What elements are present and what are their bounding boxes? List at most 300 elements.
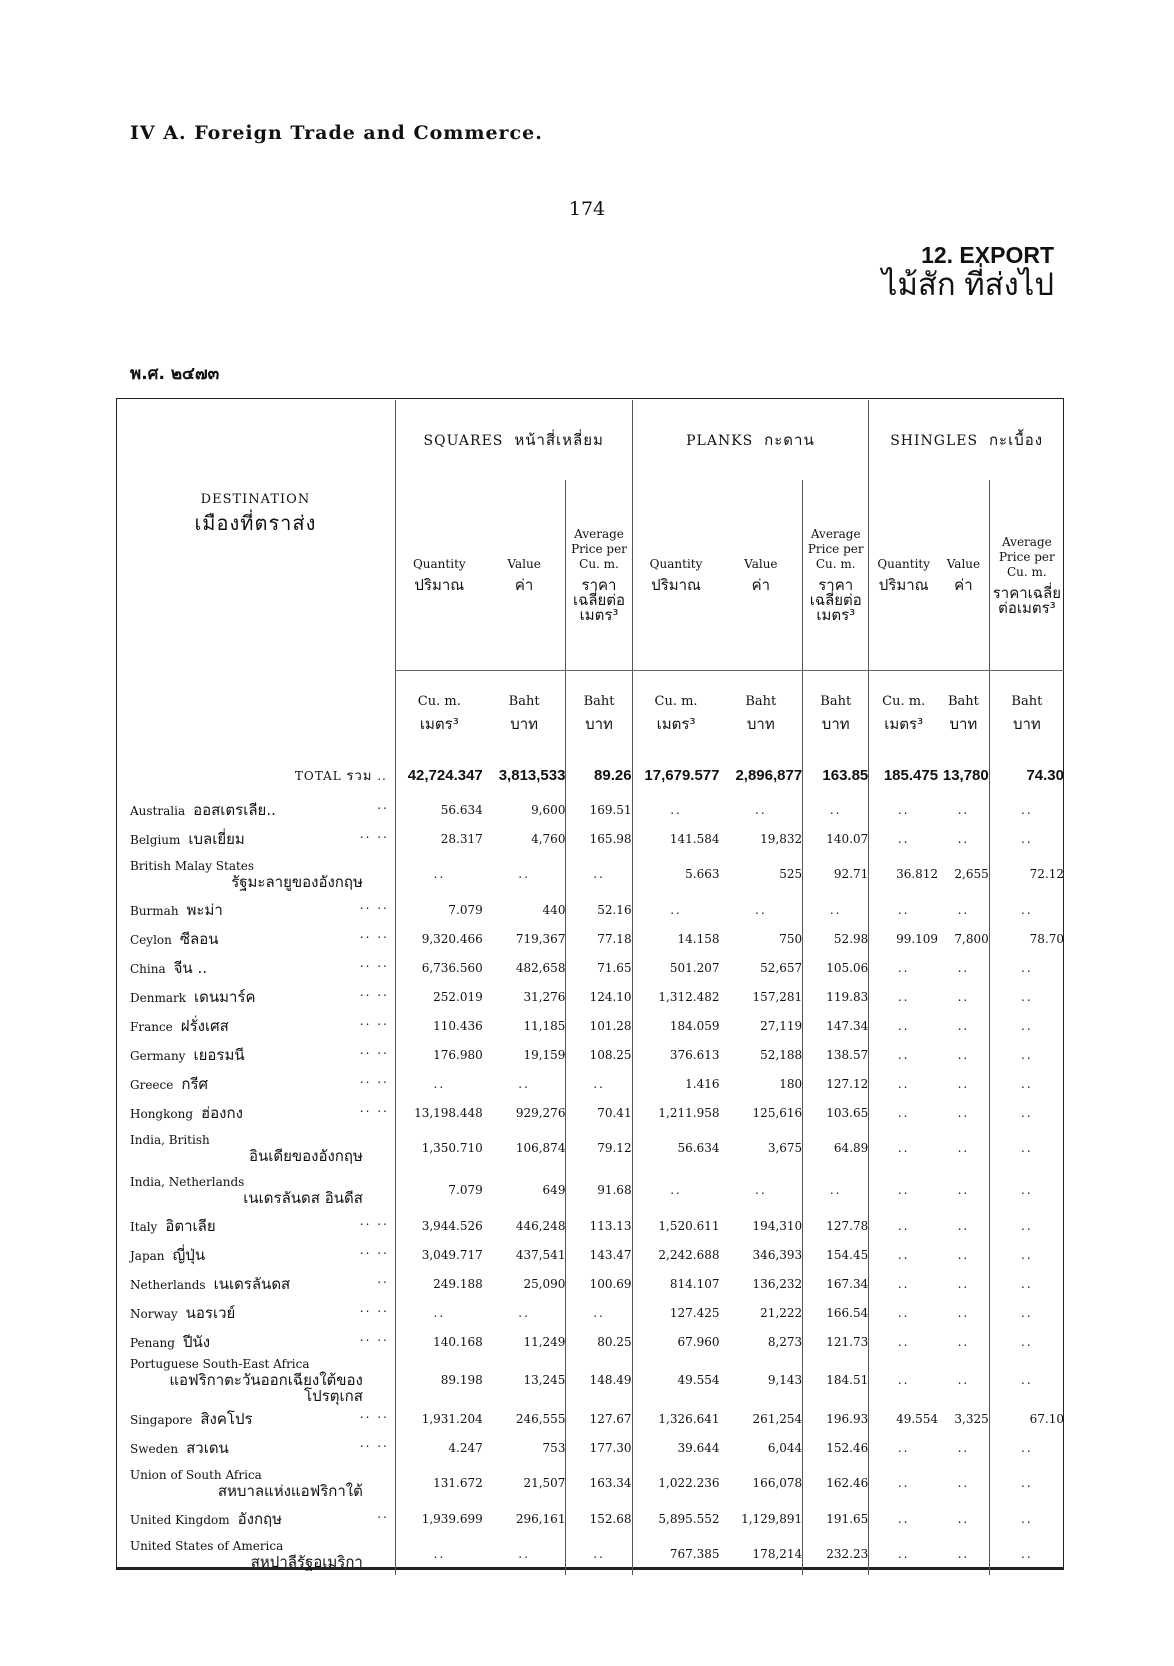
squares-avg-cell: 100.69	[566, 1269, 632, 1298]
destination-cell	[116, 982, 395, 1011]
shingles-value-cell: ..	[957, 1105, 970, 1120]
destination-cell	[116, 924, 395, 953]
unit-label: Cu. m.	[417, 694, 461, 709]
shingles-avg-price-header	[989, 480, 1064, 671]
destination-thai: เบลเยี่ยม	[188, 829, 245, 848]
planks-header	[632, 400, 869, 480]
destination-cell	[116, 895, 395, 924]
unit-label: Baht	[1011, 694, 1043, 709]
col-label-thai: ปริมาณ	[414, 576, 465, 594]
shingles-value-cell: ..	[957, 902, 970, 917]
table-row	[116, 1169, 1064, 1211]
destination-en: Japan	[130, 1248, 165, 1263]
squares-quantity-cell: 110.436	[395, 1011, 482, 1040]
col-label: Average Price per Cu. m.	[571, 527, 627, 571]
table-row	[116, 1211, 1064, 1240]
squares-avg-cell: ..	[566, 1069, 632, 1098]
shingles-quantity-cell: 99.109	[869, 924, 938, 953]
table-row	[116, 1504, 1064, 1533]
planks-value-cell: 52,188	[760, 1047, 803, 1062]
destination-thai: เนเดรลันดส	[213, 1274, 291, 1293]
table-row	[116, 1404, 1064, 1433]
squares-value-cell: 296,161	[515, 1511, 566, 1526]
destination-cell	[116, 1011, 395, 1040]
squares-value-cell: 9,600	[531, 802, 566, 817]
shingles-value-cell: ..	[957, 802, 970, 817]
squares-value-cell: 246,555	[515, 1411, 566, 1426]
squares-avg-cell: 108.25	[566, 1040, 632, 1069]
squares-value-cell: ..	[518, 1305, 530, 1320]
planks-value-cell: 9,143	[767, 1373, 803, 1387]
total-label-cell	[116, 755, 395, 795]
planks-avg-cell: 147.34	[803, 1011, 869, 1040]
squares-avg-cell: 148.49	[566, 1356, 632, 1404]
destination-en: Hongkong	[130, 1106, 194, 1121]
group-header-row	[116, 400, 1064, 480]
unit-label-thai: บาท	[949, 715, 978, 733]
squares-value-cell: 929,276	[515, 1105, 566, 1120]
planks-value-cell: 136,232	[752, 1276, 803, 1291]
shingles-unit-cell	[938, 671, 989, 756]
planks-value-cell: ..	[755, 902, 767, 917]
planks-quantity-cell: ..	[632, 1169, 719, 1211]
shingles-avg-cell: ..	[989, 895, 1064, 924]
planks-quantity-cell: 39.644	[632, 1433, 719, 1462]
squares-value-cell: 19,159	[523, 1047, 566, 1062]
destination-thai: เดนมาร์ค	[194, 987, 256, 1006]
squares-avg-cell: 91.68	[566, 1169, 632, 1211]
planks-avg-cell: ..	[803, 795, 869, 824]
destination-thai: กรีศ	[181, 1074, 209, 1093]
planks-value-cell: 157,281	[752, 989, 803, 1004]
shingles-avg-cell: ..	[989, 953, 1064, 982]
planks-value-cell: 346,393	[752, 1247, 803, 1262]
shingles-value-cell: 7,800	[954, 931, 989, 946]
planks-value-cell: 261,254	[752, 1411, 803, 1426]
leader-dots: .. ..	[359, 1100, 389, 1115]
destination-thai: สหบาลแห่งแอฟริกาใต้	[217, 1482, 363, 1500]
planks-value-cell: 6,044	[767, 1440, 803, 1455]
destination-cell	[116, 1433, 395, 1462]
squares-avg-cell: 80.25	[566, 1327, 632, 1356]
squares-value-cell: 106,874	[515, 1141, 566, 1155]
squares-quantity-cell: 3,944.526	[395, 1211, 482, 1240]
shingles-quantity-cell: ..	[869, 1298, 938, 1327]
planks-quantity-cell: ..	[632, 795, 719, 824]
planks-value-cell: 8,273	[767, 1334, 803, 1349]
destination-en: Netherlands	[130, 1277, 206, 1292]
section-heading: IV A. Foreign Trade and Commerce.	[130, 122, 543, 144]
shingles-avg-cell: 78.70	[989, 924, 1064, 953]
destination-thai: นอรเวย์	[185, 1303, 236, 1322]
squares-avg-cell: 101.28	[566, 1011, 632, 1040]
planks-avg-cell: 52.98	[803, 924, 869, 953]
squares-value-cell: 21,507	[523, 1476, 566, 1490]
squares-quantity-cell: 9,320.466	[395, 924, 482, 953]
destination-cell	[116, 1169, 395, 1211]
planks-value-header	[720, 480, 803, 671]
shingles-quantity-cell: ..	[869, 1098, 938, 1127]
unit-label-thai: เมตร³	[419, 715, 459, 733]
destination-label: DESTINATION	[200, 492, 311, 507]
table-row	[116, 1069, 1064, 1098]
shingles-quantity-cell: 36.812	[869, 853, 938, 895]
squares-avg-cell: 113.13	[566, 1211, 632, 1240]
shingles-quantity-cell: ..	[869, 1040, 938, 1069]
shingles-header	[869, 400, 1064, 480]
destination-thai: สหปาลีรัฐอเมริกา	[250, 1553, 363, 1571]
squares-avg-cell: 143.47	[566, 1240, 632, 1269]
squares-unit-cell	[566, 671, 632, 756]
total-shingles-avg: 74.30	[989, 755, 1064, 795]
destination-thai: สิงคโปร	[200, 1409, 253, 1428]
squares-quantity-cell: 28.317	[395, 824, 482, 853]
squares-quantity-header	[395, 480, 482, 671]
squares-value-cell: 4,760	[531, 831, 566, 846]
unit-label: Baht	[820, 694, 852, 709]
unit-label: Baht	[583, 694, 615, 709]
col-label-thai: ราคาเฉลี่ยต่อเมตร³	[809, 576, 862, 624]
destination-en: Singapore	[130, 1412, 193, 1427]
table-row	[116, 953, 1064, 982]
shingles-avg-cell: ..	[989, 982, 1064, 1011]
planks-quantity-cell: 49.554	[632, 1356, 719, 1404]
squares-quantity-cell: 131.672	[395, 1462, 482, 1504]
planks-quantity-cell: 1,211.958	[632, 1098, 719, 1127]
planks-avg-cell: 64.89	[803, 1127, 869, 1169]
squares-avg-cell: ..	[566, 853, 632, 895]
data-rows	[116, 795, 1064, 1575]
shingles-avg-cell: ..	[989, 1169, 1064, 1211]
planks-value-cell: 525	[779, 867, 803, 881]
shingles-avg-cell: ..	[989, 1011, 1064, 1040]
squares-quantity-cell: ..	[395, 1069, 482, 1098]
squares-value-cell: 13,245	[523, 1373, 566, 1387]
shingles-quantity-cell: ..	[869, 953, 938, 982]
destination-thai: รัฐมะลายูของอังกฤษ	[231, 873, 363, 891]
squares-value-cell: 440	[542, 902, 566, 917]
unit-label: Cu. m.	[654, 694, 698, 709]
squares-avg-cell: 124.10	[566, 982, 632, 1011]
squares-quantity-cell: 6,736.560	[395, 953, 482, 982]
shingles-value-cell: ..	[957, 1276, 970, 1291]
planks-avg-cell: 154.45	[803, 1240, 869, 1269]
destination-cell	[116, 1504, 395, 1533]
table-title-en: 12. EXPORT	[921, 242, 1054, 268]
total-label-thai: รวม	[346, 768, 373, 784]
squares-quantity-cell: 89.198	[395, 1356, 482, 1404]
destination-en: United States of America	[130, 1539, 284, 1553]
destination-en: China	[130, 961, 166, 976]
shingles-quantity-cell: ..	[869, 982, 938, 1011]
table-row	[116, 1298, 1064, 1327]
planks-value-cell: 194,310	[752, 1218, 803, 1233]
leader-dots: .. ..	[359, 1406, 389, 1421]
col-label: Average Price per Cu. m.	[998, 534, 1055, 579]
destination-en: Belgium	[130, 832, 181, 847]
planks-avg-price-header	[803, 480, 869, 671]
total-shingles-value: 13,780	[942, 766, 989, 784]
table-row	[116, 924, 1064, 953]
destination-en: Sweden	[130, 1441, 179, 1456]
squares-value-cell: ..	[518, 1547, 530, 1561]
destination-thai: ญี่ปุ่น	[172, 1245, 206, 1264]
table-row	[116, 853, 1064, 895]
col-label: Quantity	[877, 557, 931, 571]
shingles-quantity-cell: ..	[869, 1462, 938, 1504]
planks-quantity-cell: 501.207	[632, 953, 719, 982]
squares-avg-cell: 70.41	[566, 1098, 632, 1127]
destination-cell	[116, 1404, 395, 1433]
shingles-avg-cell: ..	[989, 1298, 1064, 1327]
total-planks-quantity: 17,679.577	[632, 755, 719, 795]
shingles-avg-cell: ..	[989, 1269, 1064, 1298]
destination-thai: ออสเตรเลีย..	[193, 800, 276, 819]
col-label: Value	[946, 557, 981, 571]
col-label: Average Price per Cu. m.	[807, 527, 864, 571]
unit-label-thai: บาท	[746, 715, 775, 733]
shingles-value-cell: ..	[957, 1373, 970, 1387]
unit-label: Baht	[745, 694, 777, 709]
destination-cell	[116, 1533, 395, 1575]
squares-avg-cell: 52.16	[566, 895, 632, 924]
planks-avg-cell: 166.54	[803, 1298, 869, 1327]
shingles-avg-cell: ..	[989, 1433, 1064, 1462]
destination-cell	[116, 1211, 395, 1240]
shingles-value-cell: ..	[957, 1218, 970, 1233]
squares-value-cell: 11,249	[523, 1334, 566, 1349]
destination-en: France	[130, 1019, 173, 1034]
destination-cell	[116, 1069, 395, 1098]
shingles-avg-cell: ..	[989, 1462, 1064, 1504]
planks-quantity-cell: 376.613	[632, 1040, 719, 1069]
destination-cell	[116, 1356, 395, 1404]
destination-thai: ซีลอน	[179, 929, 219, 948]
planks-quantity-cell: 14.158	[632, 924, 719, 953]
squares-quantity-cell: 140.168	[395, 1327, 482, 1356]
shingles-value-cell: ..	[957, 1018, 970, 1033]
unit-label: Baht	[508, 694, 540, 709]
planks-quantity-cell: 5.663	[632, 853, 719, 895]
shingles-value-cell: ..	[957, 1440, 970, 1455]
squares-avg-cell: 169.51	[566, 795, 632, 824]
leader-dots: ..	[377, 1506, 389, 1521]
total-squares-avg: 89.26	[566, 755, 632, 795]
destination-thai: เยอรมนี	[193, 1045, 245, 1064]
col-label-thai: ราคาเฉลี่ยต่อเมตร³	[992, 583, 1061, 617]
destination-thai: เนเดรลันดส อินดีส	[243, 1189, 363, 1207]
col-label-thai: ค่า	[514, 576, 534, 594]
planks-avg-cell: 127.12	[803, 1069, 869, 1098]
squares-quantity-cell: ..	[395, 1298, 482, 1327]
year-label: พ.ศ. ๒๔๗๓	[130, 364, 220, 384]
squares-quantity-cell: 1,939.699	[395, 1504, 482, 1533]
leader-dots: .. ..	[359, 1329, 389, 1344]
destination-thai: ฮ่องกง	[201, 1103, 243, 1122]
squares-value-cell: ..	[518, 867, 530, 881]
shingles-value-cell: ..	[957, 1047, 970, 1062]
destination-thai: อิตาเลีย	[165, 1216, 216, 1235]
destination-en: Portuguese South-East Africa	[130, 1357, 310, 1371]
shingles-quantity-cell: ..	[869, 1011, 938, 1040]
shingles-quantity-cell: 49.554	[869, 1404, 938, 1433]
destination-thai: ปีนัง	[182, 1332, 211, 1351]
col-label: Quantity	[412, 557, 466, 571]
planks-quantity-cell: 5,895.552	[632, 1504, 719, 1533]
total-planks-value: 2,896,877	[735, 766, 803, 784]
planks-quantity-cell: 814.107	[632, 1269, 719, 1298]
destination-cell	[116, 1327, 395, 1356]
shingles-avg-cell: ..	[989, 1040, 1064, 1069]
squares-value-cell: 11,185	[523, 1018, 566, 1033]
squares-avg-cell: ..	[566, 1533, 632, 1575]
shingles-quantity-cell: ..	[869, 1533, 938, 1575]
squares-value-header	[483, 480, 566, 671]
destination-thai: จีน ..	[173, 958, 207, 977]
unit-label-thai: เมตร³	[656, 715, 696, 733]
col-label: Value	[744, 557, 778, 571]
destination-label-thai: เมืองที่ตราส่ง	[194, 511, 317, 535]
squares-avg-cell: 127.67	[566, 1404, 632, 1433]
destination-cell	[116, 1298, 395, 1327]
destination-en: Germany	[130, 1048, 186, 1063]
table-title	[882, 240, 1054, 300]
table-row	[116, 1462, 1064, 1504]
total-squares-quantity: 42,724.347	[395, 755, 482, 795]
planks-avg-cell: 127.78	[803, 1211, 869, 1240]
shingles-value-cell: ..	[957, 1247, 970, 1262]
planks-label: PLANKS	[686, 433, 754, 449]
destination-en: Italy	[130, 1219, 158, 1234]
planks-avg-cell: 167.34	[803, 1269, 869, 1298]
unit-label: Baht	[947, 694, 979, 709]
planks-quantity-cell: 1.416	[632, 1069, 719, 1098]
planks-quantity-cell: 1,326.641	[632, 1404, 719, 1433]
planks-quantity-cell: ..	[632, 895, 719, 924]
shingles-avg-cell: ..	[989, 795, 1064, 824]
planks-avg-cell: 196.93	[803, 1404, 869, 1433]
squares-value-cell: 649	[542, 1183, 566, 1197]
destination-en: Norway	[130, 1306, 178, 1321]
shingles-avg-cell: 72.12	[989, 853, 1064, 895]
squares-value-cell: ..	[518, 1076, 530, 1091]
shingles-quantity-cell: ..	[869, 895, 938, 924]
shingles-quantity-cell: ..	[869, 1069, 938, 1098]
destination-cell	[116, 824, 395, 853]
squares-avg-cell: 165.98	[566, 824, 632, 853]
table-row	[116, 1433, 1064, 1462]
planks-unit-cell	[720, 671, 803, 756]
shingles-value-cell: ..	[957, 989, 970, 1004]
squares-value-cell: 437,541	[515, 1247, 566, 1262]
planks-value-cell: 180	[779, 1076, 803, 1091]
destination-thai: แอฟริกาตะวันออกเฉียงใต้ของโปรตุเกส	[169, 1371, 363, 1405]
planks-value-cell: ..	[755, 1183, 767, 1197]
shingles-quantity-cell: ..	[869, 1269, 938, 1298]
shingles-value-header	[938, 480, 989, 671]
table-row	[116, 1040, 1064, 1069]
planks-quantity-cell: 767.385	[632, 1533, 719, 1575]
destination-en: British Malay States	[130, 859, 255, 873]
shingles-avg-cell: ..	[989, 1240, 1064, 1269]
shingles-avg-cell: ..	[989, 1127, 1064, 1169]
squares-avg-cell: 177.30	[566, 1433, 632, 1462]
destination-en: Australia	[130, 803, 186, 818]
planks-label-thai: กะดาน	[764, 431, 815, 449]
planks-value-cell: 750	[779, 931, 803, 946]
squares-quantity-cell: ..	[395, 1533, 482, 1575]
squares-quantity-cell: ..	[395, 853, 482, 895]
planks-quantity-cell: 1,312.482	[632, 982, 719, 1011]
shingles-avg-cell: ..	[989, 1327, 1064, 1356]
col-label-thai: ราคาเฉลี่ยต่อเมตร³	[572, 576, 626, 624]
export-table	[116, 400, 1064, 1575]
shingles-quantity-cell: ..	[869, 795, 938, 824]
squares-label-thai: หน้าสี่เหลี่ยม	[514, 431, 604, 449]
shingles-quantity-cell: ..	[869, 1433, 938, 1462]
shingles-value-cell: 2,655	[954, 867, 989, 881]
planks-avg-cell: 152.46	[803, 1433, 869, 1462]
col-label: Quantity	[649, 557, 703, 571]
leader-dots: .. ..	[359, 955, 389, 970]
page-number: 174	[568, 198, 606, 220]
destination-cell	[116, 795, 395, 824]
planks-quantity-cell: 2,242.688	[632, 1240, 719, 1269]
destination-header	[116, 400, 395, 755]
squares-quantity-cell: 3,049.717	[395, 1240, 482, 1269]
squares-value-cell: 31,276	[523, 989, 566, 1004]
squares-value-cell: 25,090	[523, 1276, 566, 1291]
leader-dots: .. ..	[359, 1435, 389, 1450]
destination-cell	[116, 1269, 395, 1298]
shingles-quantity-header	[869, 480, 938, 671]
shingles-value-cell: 3,325	[954, 1411, 989, 1426]
destination-cell	[116, 1127, 395, 1169]
leader-dots: .. ..	[359, 1242, 389, 1257]
shingles-avg-cell: ..	[989, 824, 1064, 853]
shingles-quantity-cell: ..	[869, 1211, 938, 1240]
leader-dots: .. ..	[359, 926, 389, 941]
squares-avg-cell: 79.12	[566, 1127, 632, 1169]
squares-quantity-cell: 1,350.710	[395, 1127, 482, 1169]
squares-label: SQUARES	[423, 433, 504, 449]
col-label-thai: ค่า	[751, 576, 771, 594]
planks-value-cell: ..	[755, 802, 767, 817]
squares-quantity-cell: 249.188	[395, 1269, 482, 1298]
total-shingles-quantity: 185.475	[869, 755, 938, 795]
planks-value-cell: 125,616	[752, 1105, 803, 1120]
table-row	[116, 1533, 1064, 1575]
planks-value-cell: 27,119	[760, 1018, 803, 1033]
planks-quantity-cell: 1,022.236	[632, 1462, 719, 1504]
shingles-quantity-cell: ..	[869, 1504, 938, 1533]
squares-avg-cell: ..	[566, 1298, 632, 1327]
shingles-avg-cell: 67.10	[989, 1404, 1064, 1433]
squares-value-cell: 482,658	[515, 960, 566, 975]
planks-avg-cell: 105.06	[803, 953, 869, 982]
squares-header	[395, 400, 632, 480]
unit-label-thai: บาท	[510, 715, 539, 733]
squares-quantity-cell: 7.079	[395, 895, 482, 924]
shingles-unit-cell	[869, 671, 938, 756]
destination-cell	[116, 1098, 395, 1127]
squares-value-cell: 446,248	[515, 1218, 566, 1233]
planks-avg-cell: 138.57	[803, 1040, 869, 1069]
table-row	[116, 982, 1064, 1011]
planks-avg-cell: 140.07	[803, 824, 869, 853]
destination-cell	[116, 853, 395, 895]
destination-cell	[116, 953, 395, 982]
